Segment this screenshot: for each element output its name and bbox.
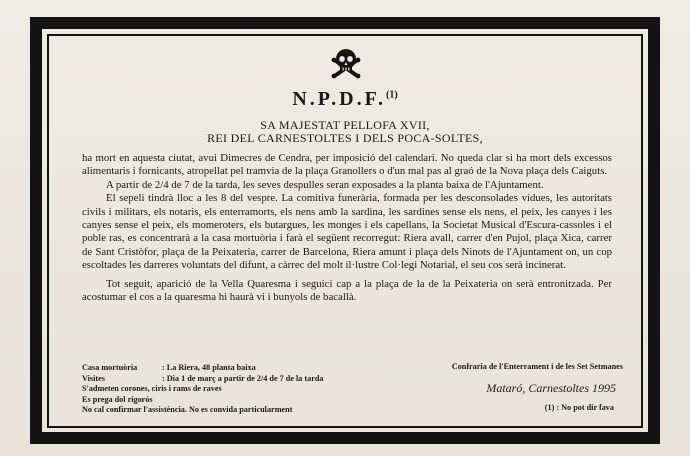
visites-value: : Dia 1 de març a partir de 2/4 de 7 de la tarda — [162, 373, 324, 383]
footer-row-visites — [82, 374, 402, 385]
footnote: (1) : No pot dir fava — [544, 403, 614, 412]
title-text: N.P.D.F. — [292, 88, 386, 110]
casa-value: : La Riera, 48 planta baixa — [162, 363, 256, 372]
paragraph-lent: Tot seguit, aparició de la Vella Quaresma i seguici cap a la plaça de la de la Peixateria on serà entronitzada. Per acostumar el cos a la quaresma hi haurà vi i bunyols de bacallà. — [82, 277, 612, 304]
footer-line-dol: Es prega dol rigorós — [82, 394, 153, 404]
title-footnote-marker: (1) — [385, 89, 398, 101]
visites-label: Visites — [82, 373, 105, 383]
page-title — [0, 88, 690, 111]
skull-crossbones-icon — [330, 46, 362, 82]
paragraph-exposition: A partir de 2/4 de 7 de la tarda, les seves despulles seran exposades a la planta baixa de l'Ajuntament. — [106, 178, 544, 191]
subtitle-line-2: REI DEL CARNESTOLTES I DELS POCA-SOLTES, — [207, 131, 483, 145]
paragraph-death: ha mort en aquesta ciutat, avui Dimecres de Cendra, per imposició del calendari. No queda clar si ha mort dels excessos alimentaris i fornicants, atropellat pel tramvia de la plaça Granollers o d'un mal pas al graó de la Nova plaça dels Caiguts. — [82, 152, 612, 178]
footer-row-casa — [82, 363, 402, 374]
notice-body — [82, 152, 612, 304]
casa-label: Casa mortuòria — [82, 363, 138, 372]
confraria-signature: Confraria de l'Enterrament i de les Set Setmanes — [451, 362, 623, 371]
subtitle-line-1: SA MAJESTAT PELLOFA XVII, — [260, 118, 430, 132]
footer-details — [82, 363, 402, 416]
footer-line-assistencia: No cal confirmar l'assistència. No es convida particularment — [82, 405, 293, 414]
paragraph-burial: El sepeli tindrà lloc a les 8 del vespre. La comitiva funerària, formada per les desconsolades vídues, les autoritats civils i militars, els notaris, els enterramorts, els nens amb la sardina, les sardines sense els nens, el peix, les canyes i les canyes sense el peix, els momeroters, els butargues, les monges i els capellans, la Societat Musical d'Escura-cassoles i el poble ras, es concentrarà a la casa mortuòria i farà el següent recorregut: Riera avall, carrer d'en Pujol, plaça Xica, carrer de Sant Cristòfor, plaça de la Peixateria, carrer de Barcelona, Riera amunt i plaça dels Ninots de l'Ajuntament on, un cop escoltades les darreres voluntats del difunt, a càrrec del molt il·lustre Col·legi Notarial, el seu cos serà incinerat. — [82, 192, 612, 272]
place-date: Mataró, Carnestoltes 1995 — [486, 381, 616, 395]
footer-line-corones: S'admeten corones, ciris i rams de raves — [82, 384, 222, 393]
